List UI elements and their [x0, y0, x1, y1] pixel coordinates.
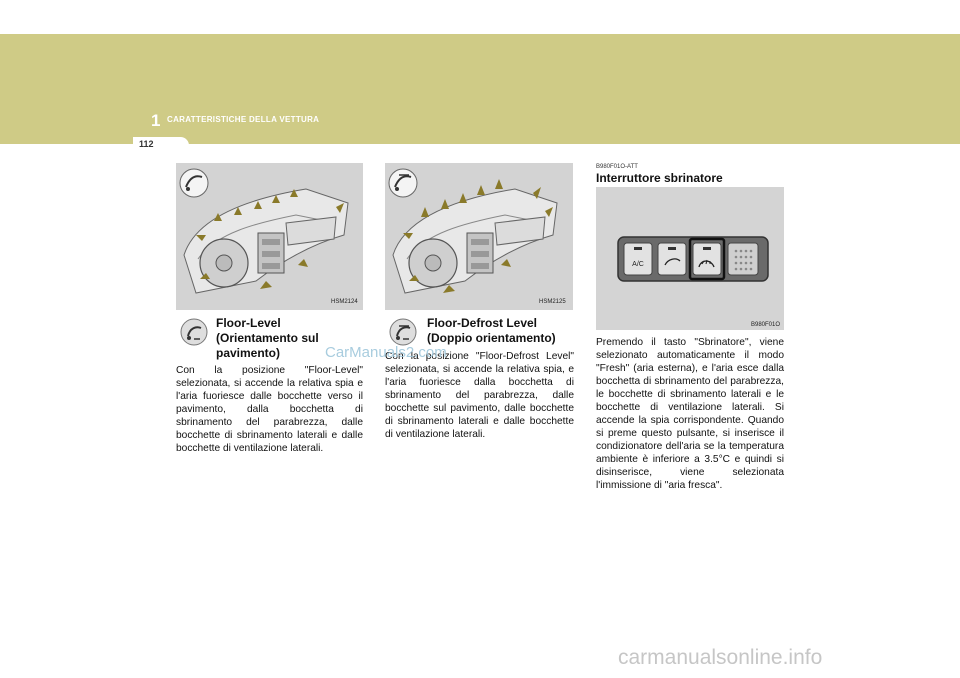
dashboard-illustration — [176, 163, 363, 310]
switch-panel-illustration — [596, 187, 784, 330]
figure-code-left: HSM2124 — [331, 299, 358, 305]
figure-floor-defrost — [385, 163, 573, 310]
figure-code-right: B980F01O — [751, 322, 781, 328]
floor-level-mode-icon — [180, 318, 208, 346]
floor-defrost-mode-icon — [389, 318, 417, 346]
ac-button-label: A/C — [632, 261, 644, 268]
section-title: Interruttore sbrinatore — [596, 171, 723, 185]
dashboard-illustration — [385, 163, 573, 310]
body-floor-level: Con la posizione "Floor-Level" selezionata, si accende la relativa spia e l'aria fuoriesce dalle bocchette verso il pavimento, dalla bocchetta di sbrinamento del parabrezza, dalle bocchette di sbrinamento laterali e dalle bocchette di ventilazione laterali. — [176, 365, 363, 454]
figure-defroster-switch — [596, 187, 784, 330]
figure-floor-level — [176, 163, 363, 310]
page-number: 112 — [139, 139, 154, 149]
heading-line: pavimento) — [216, 346, 281, 360]
figure-code-middle: HSM2125 — [539, 299, 566, 305]
footer-watermark: carmanualsonline.info — [618, 646, 823, 669]
heading-line: (Doppio orientamento) — [427, 331, 556, 345]
chapter-number: 1 — [151, 111, 161, 130]
heading-floor-defrost — [427, 316, 577, 346]
watermark-logo: CarManuals2.com — [325, 344, 447, 361]
chapter-title: CARATTERISTICHE DELLA VETTURA — [167, 115, 320, 124]
heading-line: Floor-Level — [216, 316, 281, 330]
header-band — [0, 34, 960, 144]
section-code: B980F01O-ATT — [596, 164, 638, 170]
heading-line: (Orientamento sul — [216, 331, 319, 345]
heading-line: Floor-Defrost Level — [427, 316, 538, 330]
body-defroster: Premendo il tasto "Sbrinatore", viene selezionato automaticamente il modo "Fresh" (aria esterna), e l'aria esce dalla bocchetta di sbrinamento del parabrezza, le bocchette di sbrinamento laterali e le bocchette di ventilazione laterali. Si accende la spia corrispondente. Quando si preme questo pulsante, si inserisce il condizionatore dell'aria se la temperatura ambiente è inferiore a 3.5°C e quindi si disinserisce, viene selezionata l'immissione di "aria fresca". — [596, 337, 784, 491]
body-floor-defrost: Con la posizione "Floor-Defrost Level" selezionata, si accende la relativa spia, e l'aria fuoriesce dalla bocchetta di sbrinamento del parabrezza, dalle bocchette sul pavimento, dalle bocchette di sbrinamento laterali e dalle bocchette di ventilazione laterali. — [385, 351, 574, 440]
